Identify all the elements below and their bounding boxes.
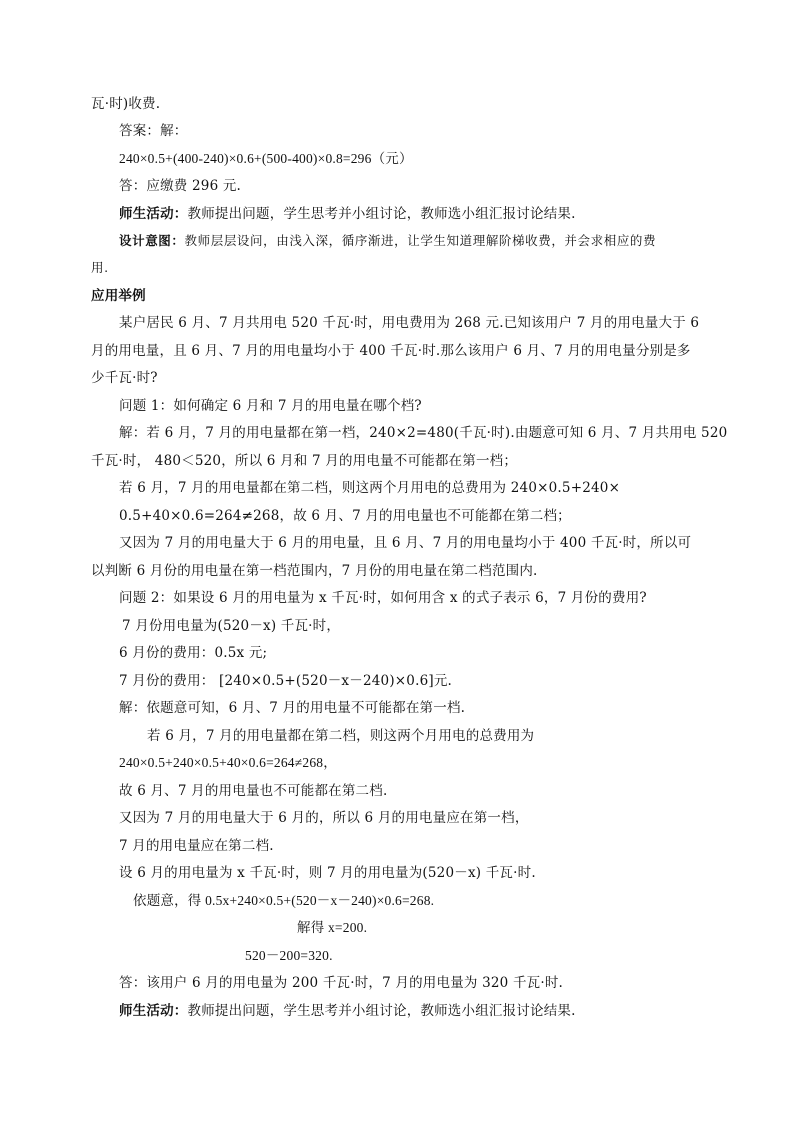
activity-label: 师生活动： — [119, 1003, 188, 1019]
solution-line: 240×0.5+240×0.5+40×0.6=264≠268， — [119, 755, 337, 770]
final-answer: 答：该用户 6 月的用电量为 200 千瓦·时，7 月的用电量为 320 千瓦·时. — [119, 975, 564, 991]
equation-line: 依题意，得 0.5x+240×0.5+(520－x－240)×0.6=268. — [133, 893, 435, 908]
solution-line: 0.5+40×0.6=264≠268，故 6 月、7 月的用电量也不可能都在第二档； — [119, 508, 571, 524]
equation-result: 解得 x=200. — [297, 920, 368, 935]
problem-text: 少千瓦·时? — [91, 370, 158, 386]
text-line: 瓦·时)收费. — [91, 96, 161, 112]
solution-line: 解：若 6 月，7 月的用电量都在第一档，240×2=480(千瓦·时).由题意可知 6 月、7 月共用电 520 — [119, 425, 728, 441]
activity-text: 教师提出问题，学生思考并小组讨论，教师选小组汇报讨论结果. — [187, 206, 576, 222]
solution-line: 设 6 月的用电量为 x 千瓦·时，则 7 月的用电量为(520－x) 千瓦·时. — [119, 865, 536, 881]
solution-line: 又因为 7 月的用电量大于 6 月的，所以 6 月的用电量应在第一档， — [119, 810, 529, 826]
solution-line: 解：依题意可知，6 月、7 月的用电量不可能都在第一档. — [119, 700, 466, 716]
equation-result: 520－200=320. — [245, 948, 333, 963]
solution-line: 若 6 月，7 月的用电量都在第二档，则这两个月用电的总费用为 — [147, 728, 535, 744]
solution-line: 千瓦·时， 480＜520，所以 6 月和 7 月的用电量不可能都在第一档； — [91, 453, 518, 469]
section-heading: 应用举例 — [91, 288, 146, 304]
design-intent-label: 设计意图： — [119, 233, 185, 248]
problem-text: 某户居民 6 月、7 月共用电 520 千瓦·时，用电费用为 268 元.已知该用户 7 月的用电量大于 6 — [119, 315, 700, 331]
design-intent — [119, 232, 656, 250]
solution-line: 故 6 月、7 月的用电量也不可能都在第二档. — [119, 783, 388, 799]
expression-line: 6 月份的费用：0.5x 元; — [119, 645, 268, 661]
activity-text: 教师提出问题，学生思考并小组讨论，教师选小组汇报讨论结果. — [187, 1003, 576, 1019]
problem-text: 月的用电量，且 6 月、7 月的用电量均小于 400 千瓦·时.那么该用户 6 月、7 月的用电量分别是多 — [91, 343, 691, 359]
question-1: 问题 1：如何确定 6 月和 7 月的用电量在哪个档? — [119, 398, 422, 414]
solution-line: 以判断 6 月份的用电量在第一档范围内，7 月份的用电量在第二档范围内. — [91, 563, 538, 579]
solution-line: 若 6 月，7 月的用电量都在第二档，则这两个月用电的总费用为 240×0.5+240× — [119, 480, 621, 496]
expression-line: 7 月份用电量为(520－x) 千瓦·时， — [122, 618, 341, 634]
design-intent-text: 教师层层设问，由浅入深，循序渐进，让学生知道理解阶梯收费，并会求相应的费 — [184, 233, 657, 248]
calculation-line: 240×0.5+(400-240)×0.6+(500-400)×0.8=296（元） — [119, 151, 413, 166]
activity-label: 师生活动： — [119, 206, 188, 222]
teacher-student-activity — [119, 205, 576, 223]
answer-heading: 答案：解： — [119, 123, 188, 139]
expression-line: 7 月份的费用： [240×0.5+(520－x－240)×0.6]元. — [119, 673, 453, 689]
teacher-student-activity — [119, 1002, 576, 1020]
solution-line: 7 月的用电量应在第二档. — [119, 838, 274, 854]
design-intent-continued: 用. — [91, 260, 109, 275]
question-2: 问题 2：如果设 6 月的用电量为 x 千瓦·时，如何用含 x 的式子表示 6，7 月份的费用? — [119, 590, 647, 606]
answer-line: 答：应缴费 296 元. — [119, 178, 242, 194]
solution-line: 又因为 7 月的用电量大于 6 月的用电量，且 6 月、7 月的用电量均小于 400 千瓦·时，所以可 — [119, 535, 692, 551]
